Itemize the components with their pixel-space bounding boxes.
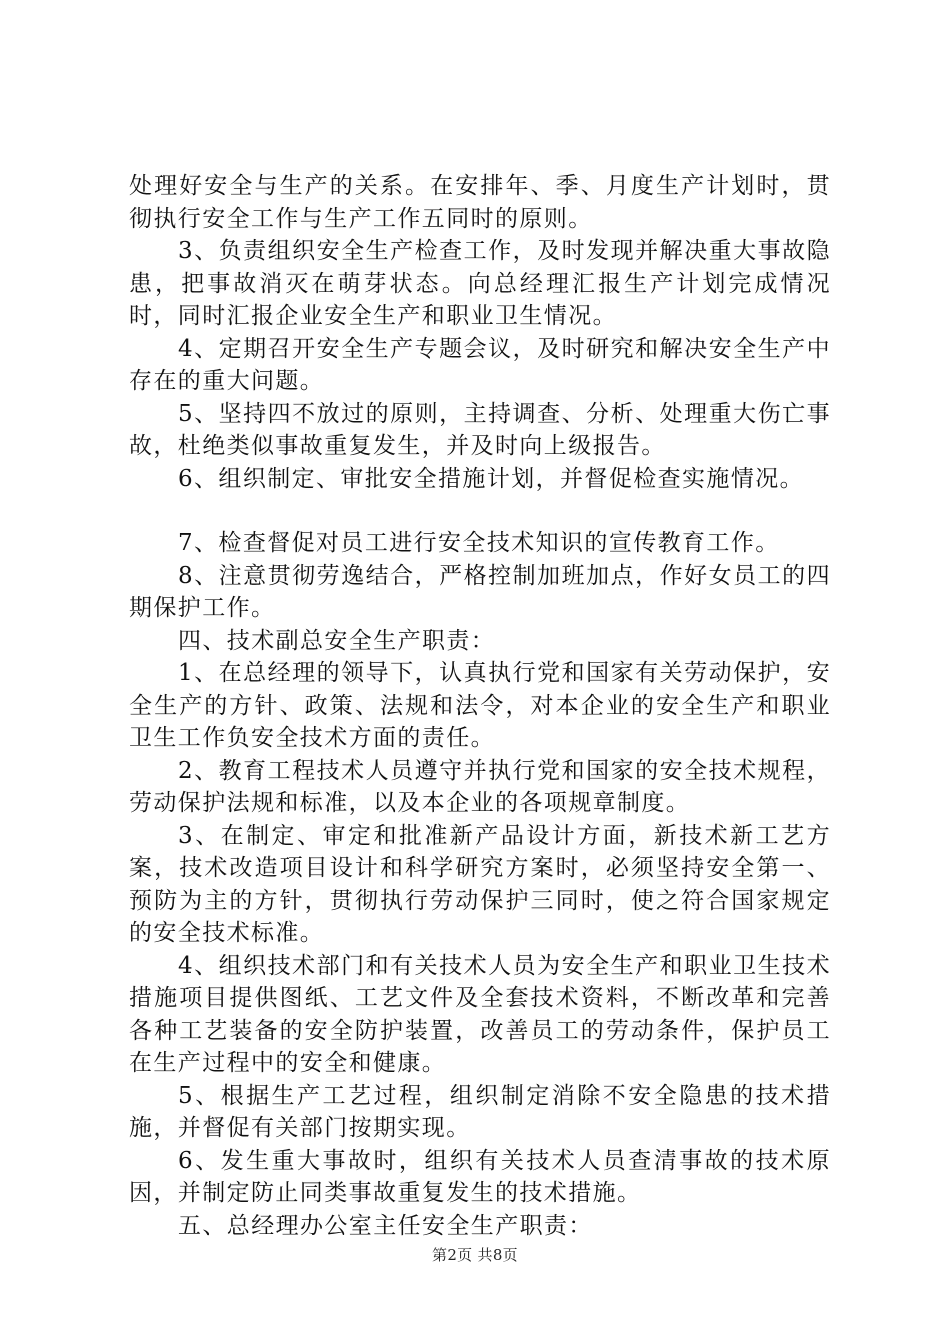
paragraph: 5、根据生产工艺过程，组织制定消除不安全隐患的技术措施，并督促有关部门按期实现。 (129, 1082, 831, 1141)
paragraph: 8、注意贯彻劳逸结合，严格控制加班加点，作好女员工的四期保护工作。 (129, 562, 831, 621)
document-body (129, 170, 831, 1242)
paragraph: 四、技术副总安全生产职责： (178, 627, 496, 654)
paragraph: 4、组织技术部门和有关技术人员为安全生产和职业卫生技术措施项目提供图纸、工艺文件及全套技术资料，不断改革和完善各种工艺装备的安全防护装置，改善员工的劳动条件，保护员工在生产过程中的安全和健康。 (129, 952, 831, 1076)
paragraph: 5、坚持四不放过的原则，主持调查、分析、处理重大伤亡事故，杜绝类似事故重复发生，并及时向上级报告。 (129, 400, 831, 459)
paragraph: 1、在总经理的领导下，认真执行党和国家有关劳动保护，安全生产的方针、政策、法规和法令，对本企业的安全生产和职业卫生工作负安全技术方面的责任。 (129, 660, 831, 751)
paragraph: 7、检查督促对员工进行安全技术知识的宣传教育工作。 (178, 530, 780, 556)
paragraph: 6、发生重大事故时，组织有关技术人员查清事故的技术原因，并制定防止同类事故重复发生的技术措施。 (129, 1147, 831, 1206)
paragraph: 6、组织制定、审批安全措施计划，并督促检查实施情况。 (178, 465, 805, 492)
paragraph: 处理好安全与生产的关系。在安排年、季、月度生产计划时，贯彻执行安全工作与生产工作五同时的原则。 (129, 173, 831, 232)
paragraph: 2、教育工程技术人员遵守并执行党和国家的安全技术规程，劳动保护法规和标准，以及本企业的各项规章制度。 (129, 757, 831, 816)
paragraph: 3、负责组织安全生产检查工作，及时发现并解决重大事故隐患，把事故消灭在萌芽状态。向总经理汇报生产计划完成情况时，同时汇报企业安全生产和职业卫生情况。 (129, 238, 831, 329)
blank-line (129, 495, 831, 527)
page-footer: 第2页 共8页 (432, 1246, 518, 1264)
paragraph: 4、定期召开安全生产专题会议，及时研究和解决安全生产中存在的重大问题。 (129, 335, 831, 394)
paragraph: 3、在制定、审定和批准新产品设计方面，新技术新工艺方案，技术改造项目设计和科学研究方案时，必须坚持安全第一、预防为主的方针，贯彻执行劳动保护三同时，使之符合国家规定的安全技术标准。 (129, 822, 831, 946)
paragraph: 五、总经理办公室主任安全生产职责： (178, 1212, 593, 1239)
